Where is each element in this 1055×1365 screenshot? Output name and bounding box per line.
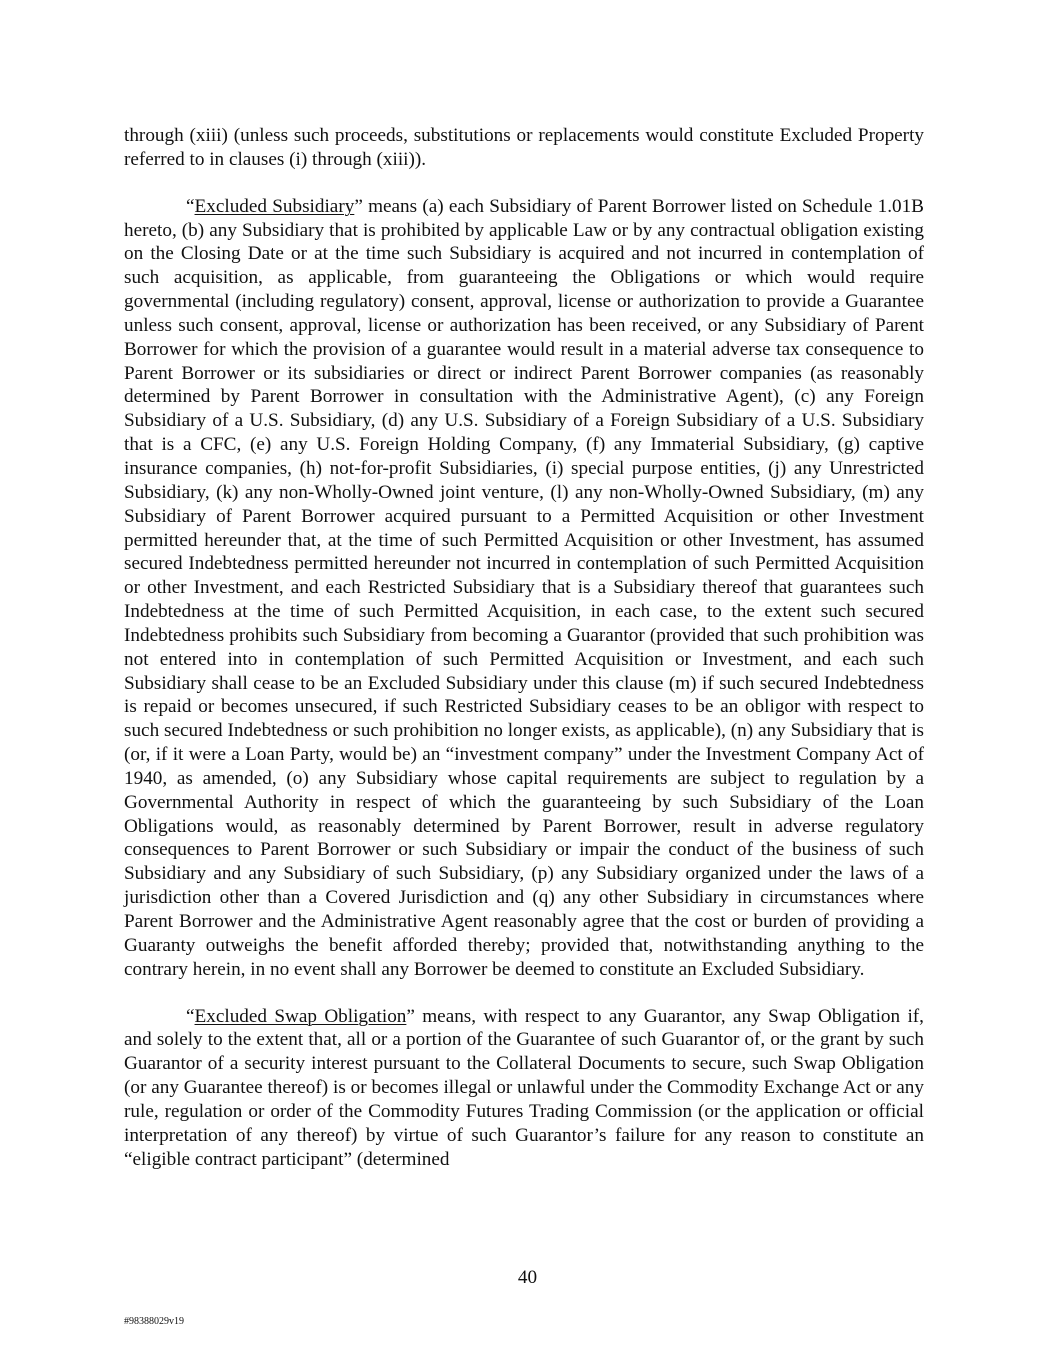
paragraph-text: through (xiii) (unless such proceeds, substitutions or replacements would constitute Excluded Property referred to in clauses (i) through (xiii)). <box>124 125 924 170</box>
definition-text: ” means (a) each Subsidiary of Parent Borrower listed on Schedule 1.01B hereto, (b) any Subsidiary that is prohibited by applicable Law or by any contractual obligation existing on the Closing Date or at the time such Subsidiary is acquired and not incurred in contemplation of such acquisition, as applicable, from guaranteeing the Obligations or which would require governmental (including regulatory) consent, approval, license or authorization to provide a Guarantee unless such consent, approval, license or authorization has been received, or any Subsidiary of Parent Borrower for which the provision of a guarantee would result in a material adverse tax consequence to Parent Borrower or its subsidiaries or direct or indirect Parent Borrower companies (as reasonably determined by Parent Borrower in consultation with the Administrative Agent), (c) any Foreign Subsidiary of a U.S. Subsidiary, (d) any U.S. Subsidiary of a Foreign Subsidiary of a U.S. Subsidiary that is a CFC, (e) any U.S. Foreign Holding Company, (f) any Immaterial Subsidiary, (g) captive insurance companies, (h) not-for-profit Subsidiaries, (i) special purpose entities, (j) any Unrestricted Subsidiary, (k) any non-Wholly-Owned joint venture, (l) any non-Wholly-Owned Subsidiary, (m) any Subsidiary of Parent Borrower acquired pursuant to a Permitted Acquisition or other Investment permitted hereunder that, at the time of such Permitted Acquisition or other Investment, has assumed secured Indebtedness permitted hereunder not incurred in contemplation of such Permitted Acquisition or other Investment, and each Restricted Subsidiary that is a Subsidiary thereof that guarantees such Indebtedness at the time of such Permitted Acquisition, in each case, to the extent such secured Indebtedness prohibits such Subsidiary from becoming a Guarantor (provided that such prohibition was not entered into in contemplation of such Permitted Acquisition or Investment, and each such Subsidiary shall cease to be an Excluded Subsidiary under this clause (m) if such secured Indebtedness is repaid or becomes unsecured, if such Restricted Subsidiary ceases to be an obligor with respect to such secured Indebtedness or such prohibition no longer exists, as applicable), (n) any Subsidiary that is (or, if it were a Loan Party, would be) an “investment company” under the Investment Company Act of 1940, as amended, (o) any Subsidiary whose capital requirements are subject to regulation by a Governmental Authority in respect of which the guaranteeing by such Subsidiary of the Loan Obligations would, as reasonably determined by Parent Borrower, result in adverse regulatory consequences to Parent Borrower or such Subsidiary or impair the conduct of the business of such Subsidiary and any Subsidiary of such Subsidiary, (p) any Subsidiary organized under the laws of a jurisdiction other than a Covered Jurisdiction and (q) any other Subsidiary in circumstances where Parent Borrower and the Administrative Agent reasonably agree that the cost or burden of providing a Guaranty outweighs the benefit afforded thereby; provided that, notwithstanding anything to the contrary herein, in no event shall any Borrower be deemed to constitute an Excluded Subsidiary. <box>124 195 924 980</box>
paragraph-continuation <box>124 124 924 172</box>
page-number: 40 <box>517 1267 538 1288</box>
defined-term: Excluded Subsidiary <box>194 195 355 217</box>
definition-excluded-subsidiary <box>124 195 924 982</box>
defined-term: Excluded Swap Obligation <box>194 1005 407 1027</box>
definition-excluded-swap-obligation <box>124 1005 924 1172</box>
document-id: #98388029v19 <box>124 1316 184 1327</box>
document-body <box>124 124 924 1194</box>
open-quote: “ <box>186 195 195 217</box>
open-quote: “ <box>186 1005 195 1027</box>
definition-text: ” means, with respect to any Guarantor, any Swap Obligation if, and solely to the extent that, all or a portion of the Guarantee of such Guarantor of, or the grant by such Guarantor of a security interest pursuant to the Collateral Documents to secure, such Swap Obligation (or any Guarantee thereof) is or becomes illegal or unlawful under the Commodity Exchange Act or any rule, regulation or order of the Commodity Futures Trading Commission (or the application or official interpretation of any thereof) by virtue of such Guarantor’s failure for any reason to constitute an “eligible contract participant” (determined <box>124 1005 924 1170</box>
